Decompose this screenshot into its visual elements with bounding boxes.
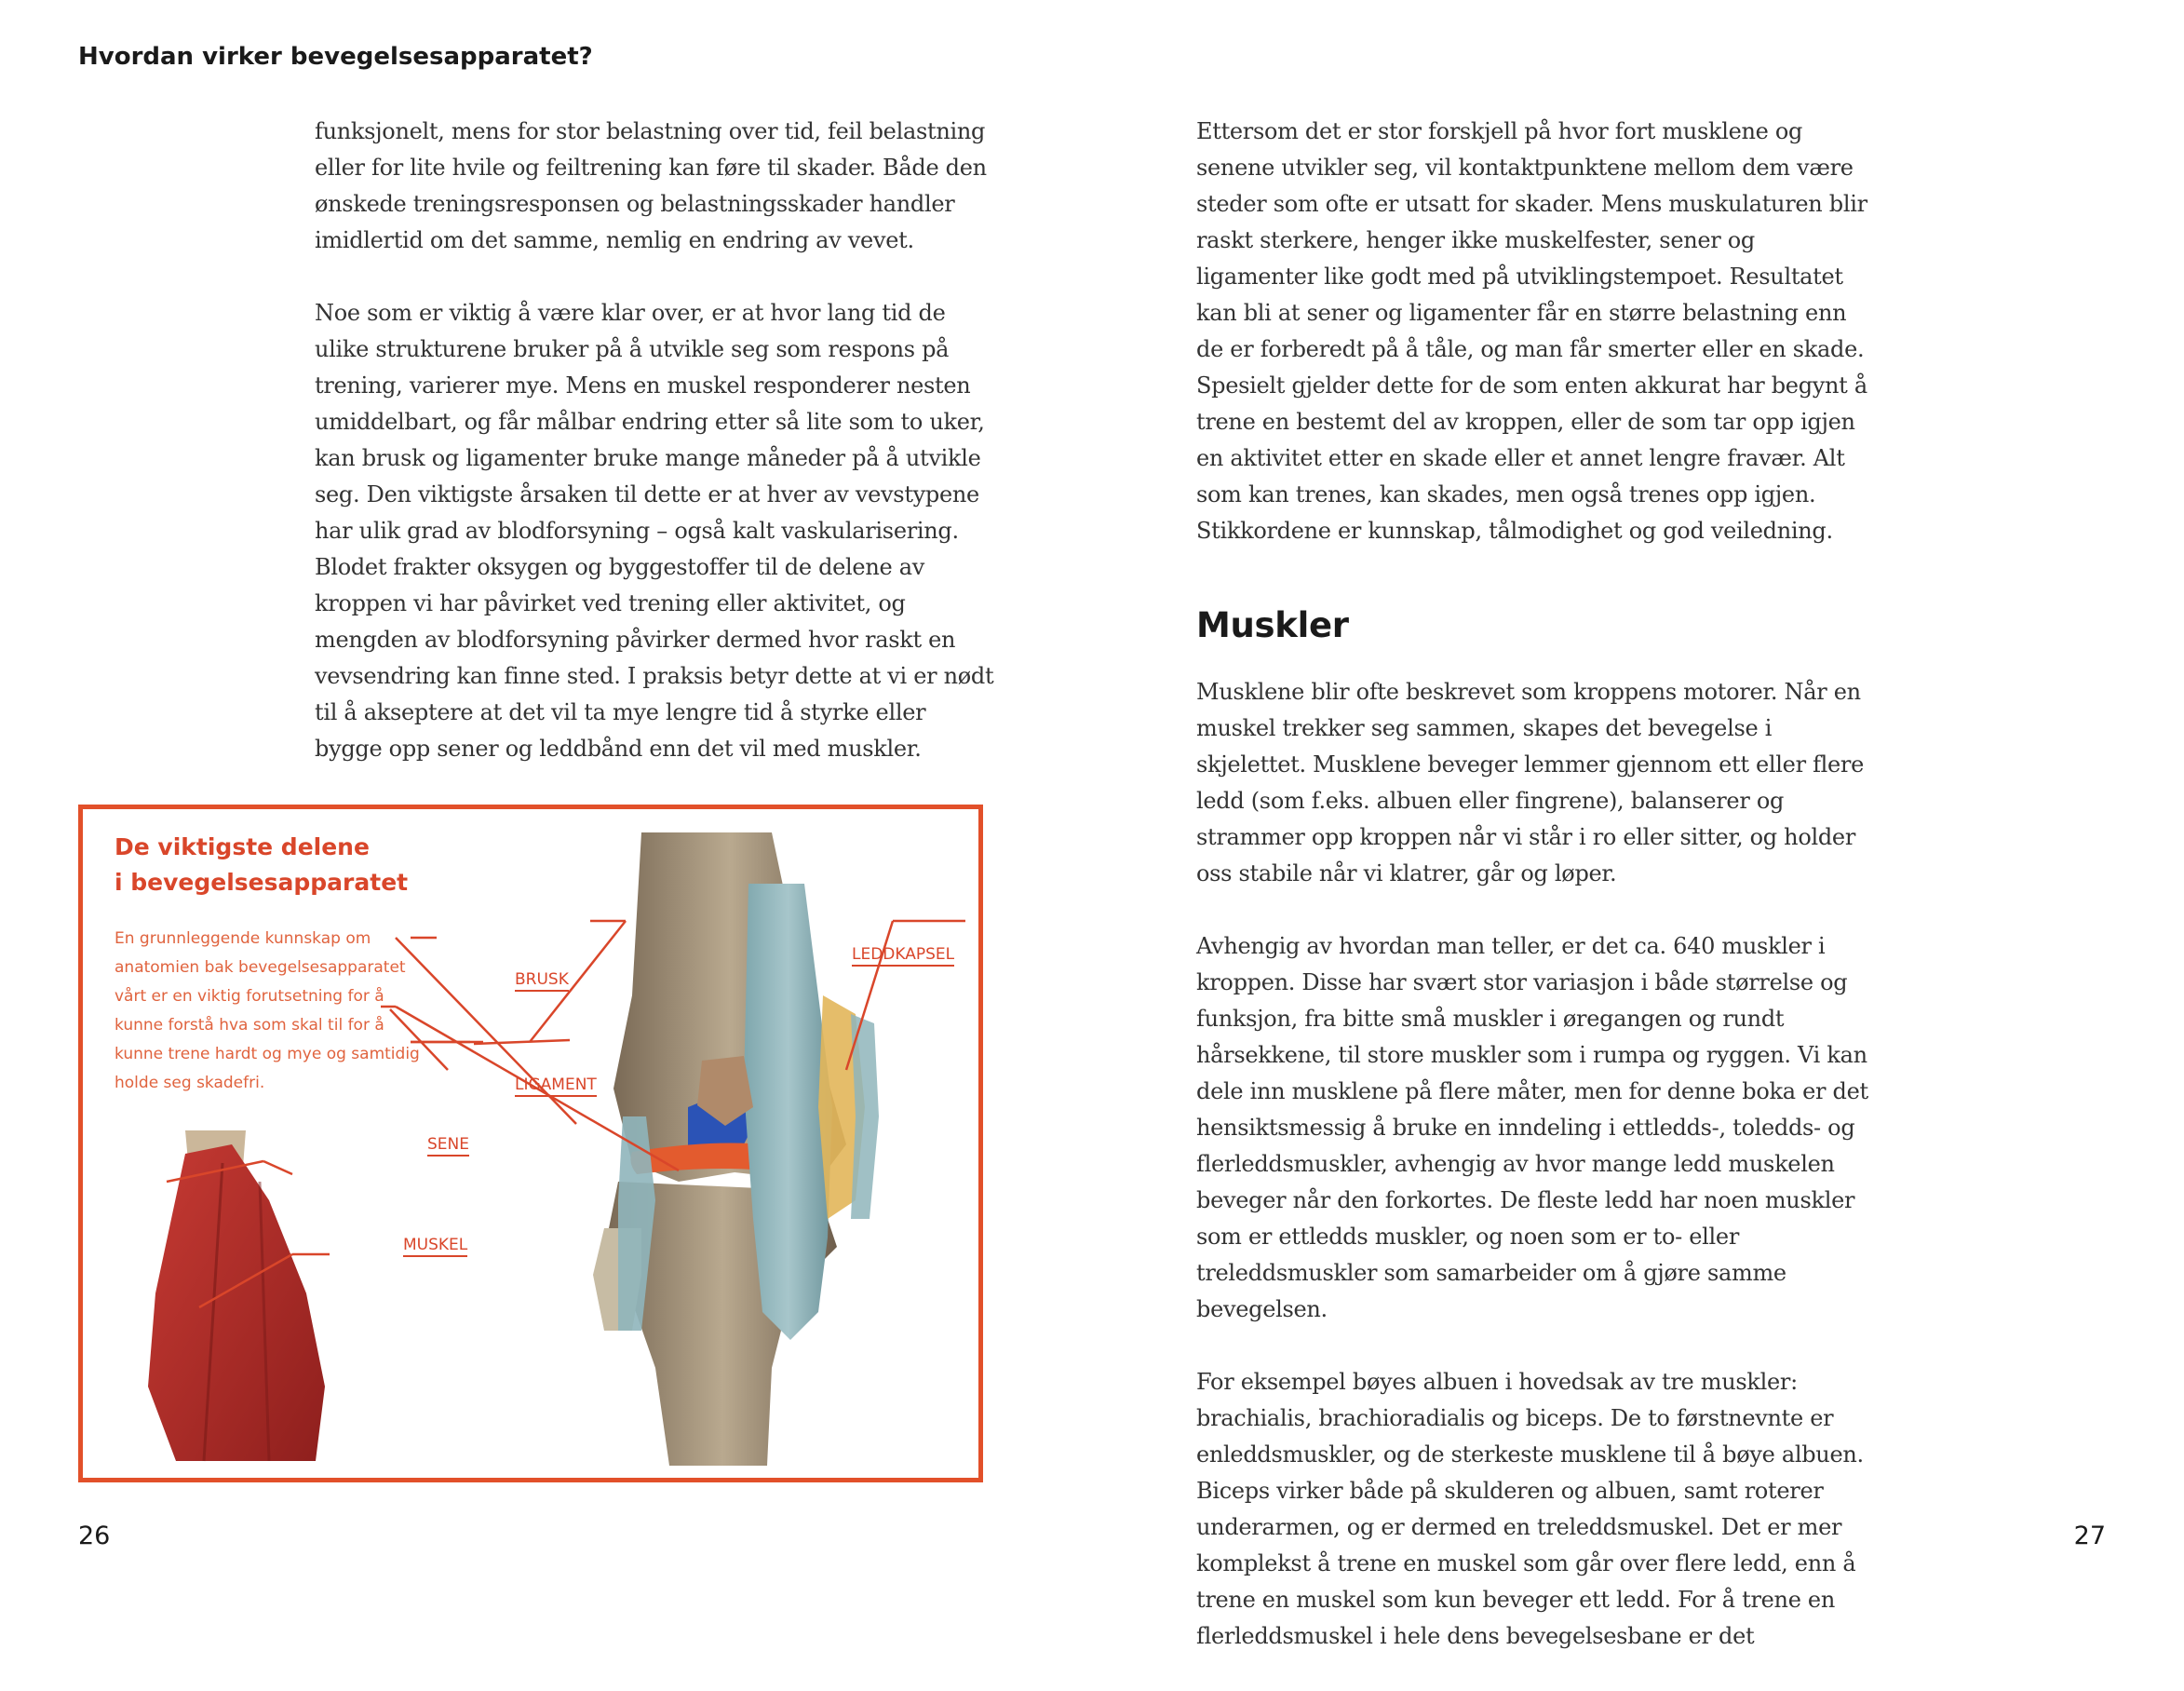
anatomy-infobox: [78, 805, 983, 1482]
paragraph: Noe som er viktig å være klar over, er at hvor lang tid de ulike strukturene bruker på å utvikle seg som respons på trening, varierer mye. Mens en muskel responderer nesten umiddelbart, og får målbar endring etter så lite som to uker, kan brusk og ligamenter bruke mange måneder på å utvikle seg. Den viktigste årsaken til dette er at hver av vevstypene har ulik grad av blodforsyning – også kalt vaskularisering. Blodet frakter oksygen og byggestoffer til de delene av kroppen vi har påvirket ved trening eller aktivitet, og mengden av blodforsyning påvirker dermed hvor raskt en vevsendring kan finne sted. I praksis betyr dette at vi er nødt til å akseptere at det vil ta mye lengre tid å styrke eller bygge opp sener og leddbånd enn det vil med muskler.: [315, 300, 994, 762]
label-sene: SENE: [427, 1135, 469, 1157]
label-leddkapsel: LEDDKAPSEL: [852, 945, 954, 967]
label-brusk: BRUSK: [515, 970, 569, 992]
label-muskel: MUSKEL: [403, 1236, 467, 1257]
paragraph: Avhengig av hvordan man teller, er det ca. 640 muskler i kroppen. Disse har svært stor variasjon i både størrelse og funksjon, fra bitte små muskler i øregangen og rundt hårsekkene, til store muskler som i rumpa og ryggen. Vi kan dele inn musklene på flere måter, men for denne boka er det hensiktsmessig å bruke en inndeling i ettledds-, toledds- og flerleddsmuskler, avhengig av hvor mange ledd muskelen beveger når den forkortes. De fleste ledd har noen muskler som er ettledds muskler, og noen som er to- eller treleddsmuskler som samarbeider om å gjøre samme bevegelsen.: [1196, 933, 1868, 1322]
infobox-title-line-1: De viktigste delene: [115, 833, 370, 860]
paragraph: For eksempel bøyes albuen i hovedsak av tre muskler: brachialis, brachioradialis og biceps. De to førstnevnte er enleddsmuskler, og de sterkeste musklene til å bøye albuen. Biceps virker både på skulderen og albuen, samt roterer underarmen, og er dermed en treleddsmuskel. Det er mer komplekst å trene en muskel som går over flere ledd, enn å trene en muskel som kun beveger ett ledd. For å trene en flerleddsmuskel i hele dens bevegelsesbane er det: [1196, 1369, 1864, 1649]
anatomy-illustration: [83, 809, 978, 1478]
section-heading: Muskler: [1196, 605, 1349, 645]
page-number-right: 27: [2073, 1522, 2106, 1550]
right-page: [1092, 0, 2184, 1649]
infobox-text: En grunnleggende kunnskap om anatomien bak bevegelsesapparatet vårt er en viktig forutsetning for å kunne forstå hva som skal til for å kunne trene hardt og mye og samtidig holde seg skadefri.: [115, 929, 420, 1092]
left-page: [0, 0, 1092, 1593]
left-body-text: [315, 114, 994, 804]
page-number-left: 26: [78, 1522, 111, 1550]
paragraph: Musklene blir ofte beskrevet som kroppens motorer. Når en muskel trekker seg sammen, skapes det bevegelse i skjelettet. Musklene beveger lemmer gjennom ett eller flere ledd (som f.eks. albuen eller fingrene), balanserer og strammer opp kroppen når vi står i ro eller sitter, og holder oss stabile når vi klatrer, går og løper.: [1196, 679, 1865, 886]
running-head: Hvordan virker bevegelsesapparatet?: [78, 43, 593, 71]
infobox-title: [115, 830, 422, 900]
right-body-text: [1196, 114, 1871, 1691]
label-ligament: LIGAMENT: [515, 1075, 597, 1097]
muscle-shape: [148, 1144, 325, 1461]
paragraph: funksjonelt, mens for stor belastning over tid, feil belastning eller for lite hvile og feiltrening kan føre til skader. Både den ønskede treningsresponsen og belastningsskader handler imidlertid om det samme, nemlig en endring av vevet.: [315, 118, 987, 253]
infobox-title-line-2: i bevegelsesapparatet: [115, 869, 409, 896]
paragraph: Ettersom det er stor forskjell på hvor fort musklene og senene utvikler seg, vil kontaktpunktene mellom dem være steder som ofte er utsatt for skader. Mens muskulaturen blir raskt sterkere, henger ikke muskelfester, sener og ligamenter like godt med på utviklingstempoet. Resultatet kan bli at sener og ligamenter får en større belastning enn de er forberedt på å tåle, og man får smerter eller en skade. Spesielt gjelder dette for de som enten akkurat har begynt å trene en bestemt del av kroppen, eller de som tar opp igjen en aktivitet etter en skade eller et annet lengre fravær. Alt som kan trenes, kan skades, men også trenes opp igjen. Stikkordene er kunnskap, tålmodighet og god veiledning.: [1196, 118, 1867, 544]
